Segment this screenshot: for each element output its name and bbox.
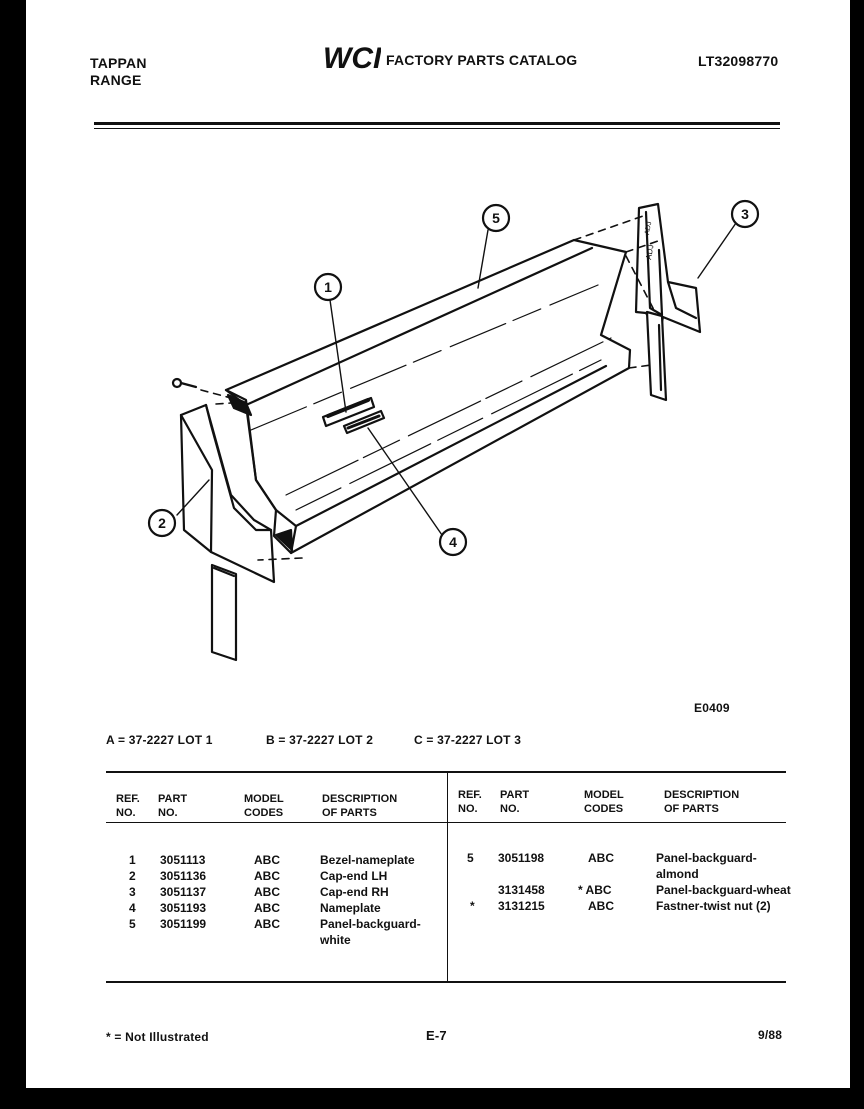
- callout-1: [315, 274, 341, 300]
- header-part-left: PART NO.: [158, 793, 188, 819]
- catalog-title: FACTORY PARTS CATALOG: [386, 52, 578, 68]
- cap-end-rh-illustration: [636, 204, 700, 400]
- header-ref-left: REF. NO.: [116, 793, 140, 819]
- row-ref: 5: [467, 851, 474, 865]
- row-model: ABC: [254, 917, 280, 931]
- header-rule-thick: [94, 122, 780, 125]
- table-bottom-rule: [106, 981, 786, 983]
- row-ref: *: [470, 899, 475, 913]
- row-ref: 3: [129, 885, 136, 899]
- callout-2: [149, 510, 175, 536]
- row-ref: 2: [129, 869, 136, 883]
- header-model-right: MODEL CODES: [584, 789, 624, 815]
- callout-3-label: 3: [741, 206, 749, 222]
- row-desc: Nameplate: [320, 901, 381, 915]
- lot-b: B = 37-2227 LOT 2: [266, 733, 374, 747]
- figure-code: E0409: [694, 701, 730, 715]
- brand-block: [90, 55, 147, 89]
- row-desc: Cap-end LH: [320, 869, 388, 883]
- header-ref-right: REF. NO.: [458, 789, 482, 815]
- table-divider: [447, 772, 448, 982]
- row-part: 3051198: [498, 851, 545, 865]
- header-model-left: MODEL CODES: [244, 793, 284, 819]
- header-desc-left: DESCRIPTION OF PARTS: [322, 793, 398, 819]
- catalog-date: 9/88: [758, 1028, 783, 1042]
- row-part: 3051136: [160, 869, 207, 883]
- row-part: 3051113: [160, 853, 206, 867]
- page-number: E-7: [426, 1028, 447, 1043]
- row-model: ABC: [254, 869, 280, 883]
- row-desc: Fastner-twist nut (2): [656, 899, 771, 913]
- row-part: 3051199: [160, 917, 207, 931]
- header-part-right: PART NO.: [500, 789, 530, 815]
- row-model: * ABC: [578, 883, 612, 897]
- svg-text:ADJ: ADJ: [644, 221, 654, 236]
- row-ref: 4: [129, 901, 136, 915]
- wci-logo-text: WCI: [323, 42, 381, 72]
- row-ref: 5: [129, 917, 136, 931]
- callout-5-label: 5: [492, 210, 500, 226]
- svg-text:ADJ: ADJ: [644, 243, 656, 261]
- row-desc: Panel-backguard- almond: [656, 851, 757, 881]
- brand-line-1: TAPPAN: [90, 55, 147, 71]
- row-desc: Panel-backguard- white: [320, 917, 421, 947]
- row-part: 3131215: [498, 899, 545, 913]
- callout-1-label: 1: [324, 279, 332, 295]
- screw-illustration: [173, 379, 196, 387]
- lot-a: A = 37-2227 LOT 1: [106, 733, 213, 747]
- callout-4-label: 4: [449, 534, 457, 550]
- row-desc: Cap-end RH: [320, 885, 389, 899]
- not-illustrated-note: * = Not Illustrated: [106, 1030, 209, 1044]
- callout-5: [483, 205, 509, 231]
- table-top-rule: [106, 771, 786, 773]
- callout-2-label: 2: [158, 515, 166, 531]
- row-model: ABC: [254, 901, 280, 915]
- brand-line-2: RANGE: [90, 72, 142, 88]
- callout-3: [732, 201, 758, 227]
- row-ref: 1: [129, 853, 136, 867]
- catalog-number: LT32098770: [698, 53, 779, 69]
- row-model: ABC: [254, 853, 280, 867]
- table-header-rule-left: [106, 822, 448, 823]
- lot-c: C = 37-2227 LOT 3: [414, 733, 522, 747]
- row-part: 3051137: [160, 885, 207, 899]
- row-desc: Panel-backguard-wheat: [656, 883, 791, 897]
- row-part: 3131458: [498, 883, 545, 897]
- row-model: ABC: [588, 851, 614, 865]
- header-rule-thin: [94, 128, 780, 129]
- catalog-page: [26, 0, 850, 1088]
- row-model: ABC: [254, 885, 280, 899]
- panel-backguard-illustration: [226, 240, 630, 553]
- row-part: 3051193: [160, 901, 207, 915]
- callout-4: [440, 529, 466, 555]
- table-header-rule-right: [448, 822, 786, 823]
- exploded-parts-diagram: [106, 190, 826, 680]
- row-model: ABC: [588, 899, 614, 913]
- row-desc: Bezel-nameplate: [320, 853, 415, 867]
- header-desc-right: DESCRIPTION OF PARTS: [664, 789, 740, 815]
- wci-logo: [323, 42, 381, 72]
